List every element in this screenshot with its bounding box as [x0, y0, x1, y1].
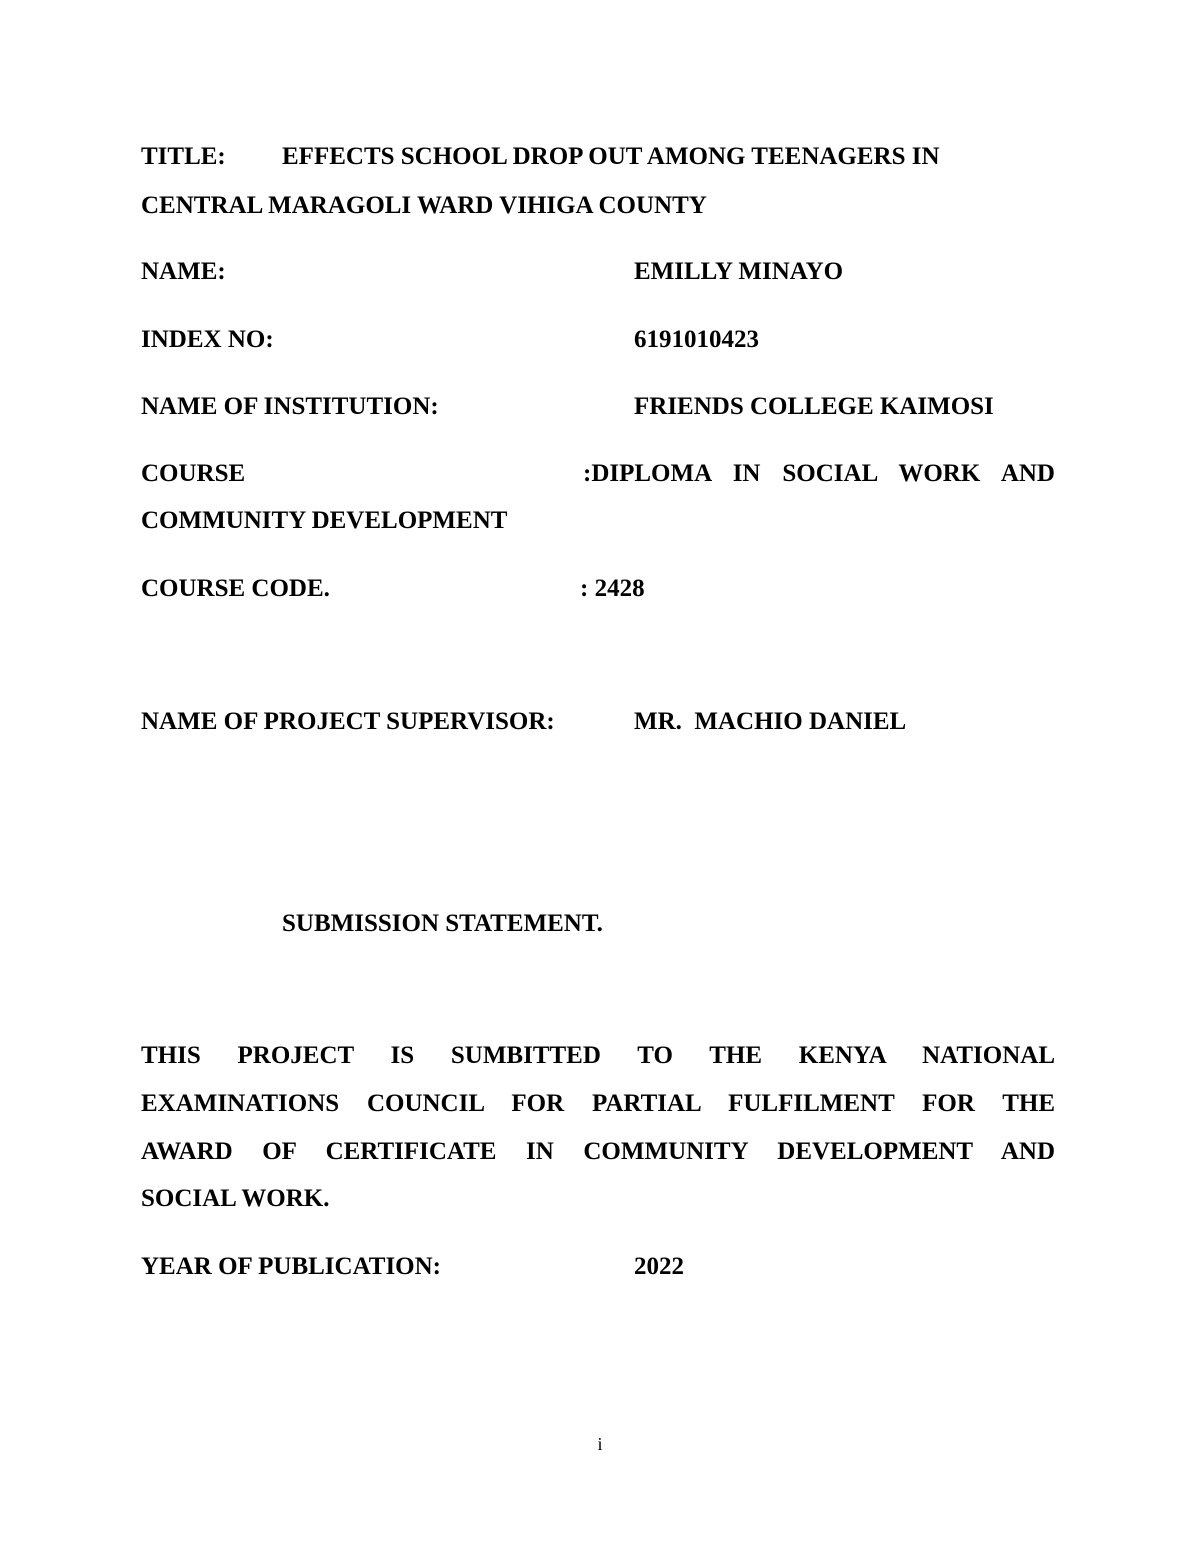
name-label: NAME: [141, 258, 226, 285]
submission-line-2: EXAMINATIONS COUNCIL FOR PARTIAL FULFILMENT FOR THE [141, 1090, 1055, 1117]
submission-line-3: AWARD OF CERTIFICATE IN COMMUNITY DEVELOPMENT AND [141, 1138, 1055, 1165]
year-label: YEAR OF PUBLICATION: [141, 1253, 442, 1280]
name-value: EMILLY MINAYO [634, 258, 844, 285]
course-code-value: : 2428 [580, 575, 645, 602]
page-number: i [597, 1434, 603, 1454]
course-code-label: COURSE CODE. [141, 575, 330, 602]
submission-line-1: THIS PROJECT IS SUMBITTED TO THE KENYA NATIONAL [141, 1042, 1055, 1069]
institution-label: NAME OF INSTITUTION: [141, 393, 439, 420]
index-no-value: 6191010423 [634, 326, 759, 353]
submission-line-4: SOCIAL WORK. [141, 1185, 330, 1212]
course-label: COURSE [141, 460, 246, 487]
institution-value: FRIENDS COLLEGE KAIMOSI [634, 393, 994, 420]
course-value-line-1: :DIPLOMA IN SOCIAL WORK AND [583, 460, 1055, 487]
title-line-2: CENTRAL MARAGOLI WARD VIHIGA COUNTY [141, 192, 707, 219]
index-no-label: INDEX NO: [141, 326, 274, 353]
year-value: 2022 [634, 1253, 684, 1280]
supervisor-value: MR. MACHIO DANIEL [634, 708, 907, 735]
title-label: TITLE: [141, 143, 226, 170]
course-value-line-2: COMMUNITY DEVELOPMENT [141, 507, 508, 534]
supervisor-label: NAME OF PROJECT SUPERVISOR: [141, 708, 555, 735]
title-line-1: EFFECTS SCHOOL DROP OUT AMONG TEENAGERS IN [282, 143, 940, 170]
submission-heading: SUBMISSION STATEMENT. [282, 910, 603, 937]
